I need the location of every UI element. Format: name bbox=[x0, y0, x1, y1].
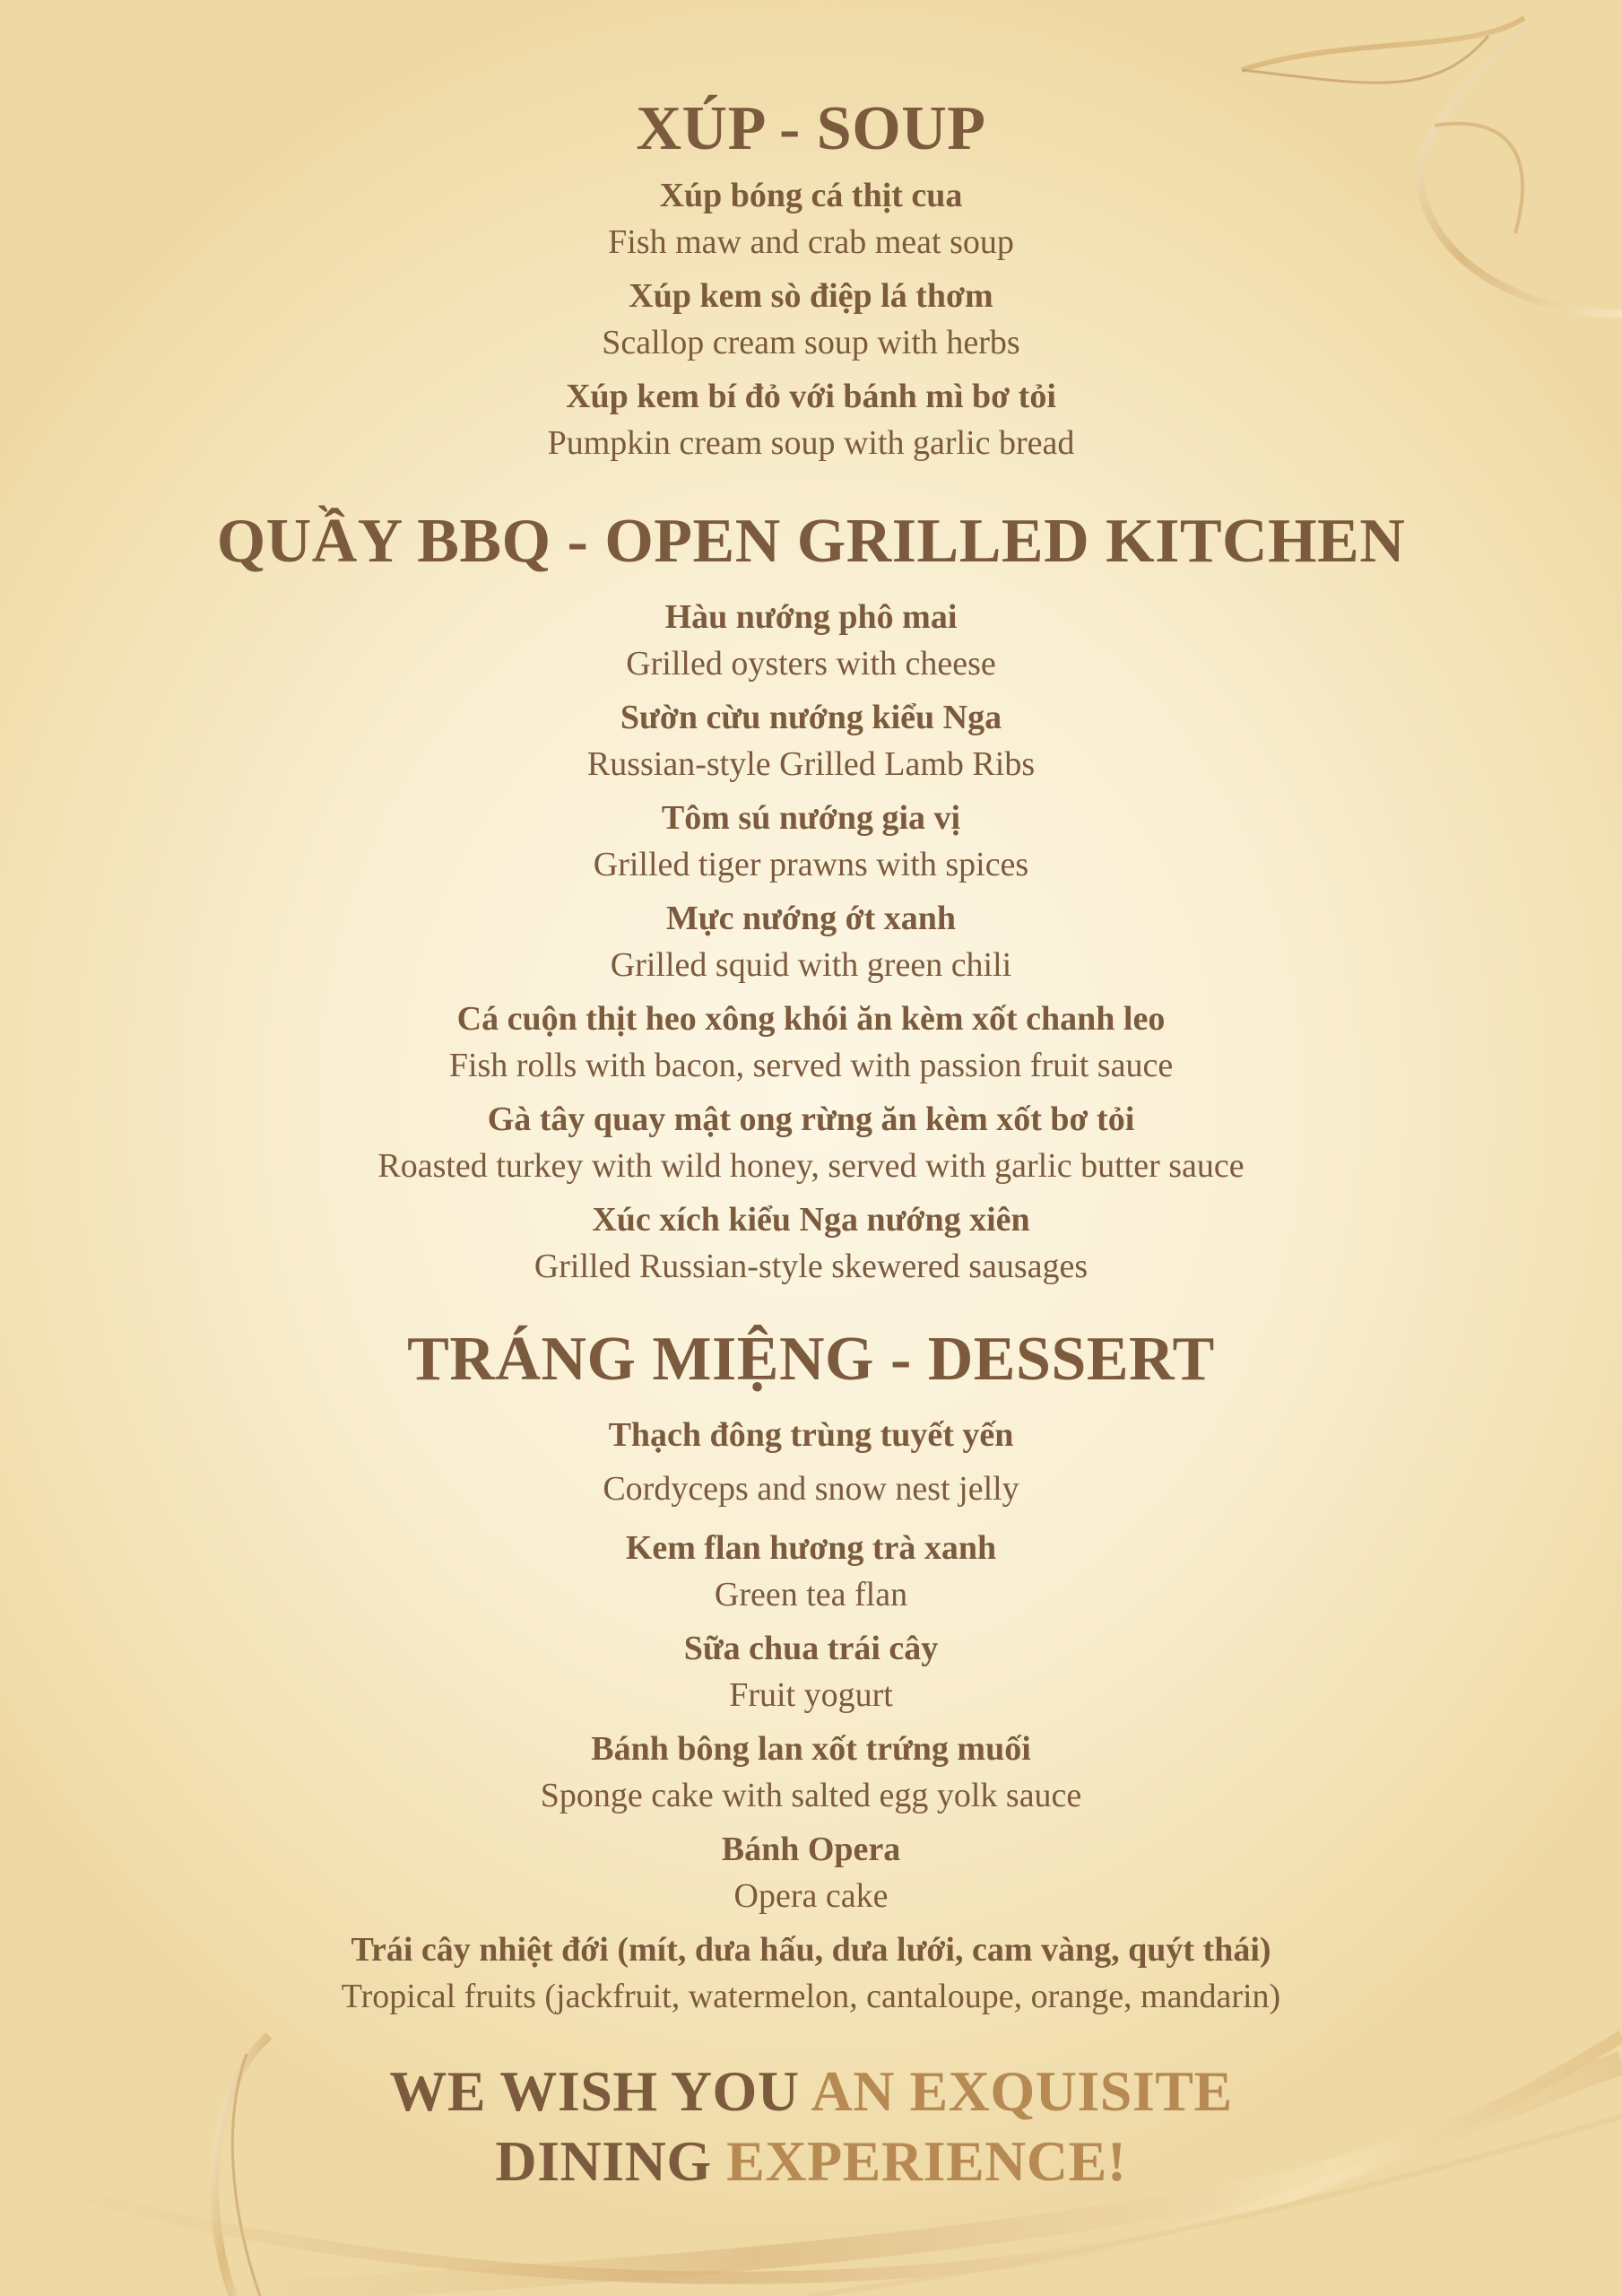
item-name-vn: Cá cuộn thịt heo xông khói ăn kèm xốt chanh leo bbox=[456, 1000, 1166, 1038]
item-name-vn: Sườn cừu nướng kiểu Nga bbox=[620, 699, 1002, 736]
closing-line-2-part-a: DINING bbox=[495, 2129, 727, 2193]
item-name-en: Grilled Russian-style skewered sausages bbox=[533, 1248, 1089, 1285]
item-name-en: Grilled tiger prawns with spices bbox=[593, 846, 1029, 883]
closing-line-2-part-b: EXPERIENCE! bbox=[726, 2129, 1127, 2193]
item-name-en: Russian-style Grilled Lamb Ribs bbox=[586, 745, 1036, 783]
menu-item bbox=[0, 373, 1622, 466]
closing-line-1-part-a: WE WISH YOU bbox=[389, 2059, 811, 2123]
item-name-en: Fish rolls with bacon, served with passion fruit sauce bbox=[448, 1047, 1174, 1084]
item-name-en: Pumpkin cream soup with garlic bread bbox=[547, 424, 1075, 462]
item-name-en: Grilled oysters with cheese bbox=[626, 645, 996, 683]
menu-item bbox=[0, 996, 1622, 1089]
menu-item bbox=[0, 273, 1622, 366]
closing-line-1 bbox=[0, 2057, 1622, 2126]
menu-item bbox=[0, 594, 1622, 687]
item-name-vn: Xúp kem bí đỏ với bánh mì bơ tỏi bbox=[566, 378, 1056, 415]
item-name-en: Scallop cream soup with herbs bbox=[602, 324, 1020, 361]
item-name-vn: Tôm sú nướng gia vị bbox=[661, 799, 961, 837]
menu-item bbox=[0, 694, 1622, 787]
menu-item bbox=[0, 1625, 1622, 1718]
section-bbq bbox=[0, 506, 1622, 1290]
section-soup bbox=[0, 93, 1622, 466]
closing-line-2 bbox=[0, 2126, 1622, 2196]
item-name-vn: Xúc xích kiểu Nga nướng xiên bbox=[592, 1201, 1030, 1239]
closing-line-1-part-b: AN EXQUISITE bbox=[811, 2059, 1233, 2123]
menu-item bbox=[0, 172, 1622, 265]
item-name-en: Sponge cake with salted egg yolk sauce bbox=[540, 1777, 1082, 1814]
section-title-bbq: QUẦY BBQ - OPEN GRILLED KITCHEN bbox=[216, 507, 1406, 576]
item-name-vn: Xúp kem sò điệp lá thơm bbox=[629, 277, 993, 315]
section-title-soup: XÚP - SOUP bbox=[636, 94, 986, 163]
menu-item bbox=[0, 1926, 1622, 2020]
menu-item bbox=[0, 895, 1622, 988]
item-name-en: Grilled squid with green chili bbox=[610, 946, 1012, 984]
item-name-vn: Thạch đông trùng tuyết yến bbox=[608, 1416, 1014, 1454]
item-name-en: Fruit yogurt bbox=[729, 1676, 893, 1714]
item-name-en: Fish maw and crab meat soup bbox=[608, 223, 1014, 261]
menu-item bbox=[0, 795, 1622, 888]
item-name-vn: Bánh Opera bbox=[721, 1831, 901, 1868]
menu-item bbox=[0, 1525, 1622, 1618]
item-name-en: Cordyceps and snow nest jelly bbox=[603, 1470, 1019, 1508]
item-name-en: Green tea flan bbox=[714, 1576, 908, 1613]
item-name-en: Opera cake bbox=[733, 1877, 889, 1915]
item-name-en: Roasted turkey with wild honey, served with garlic butter sauce bbox=[377, 1147, 1245, 1185]
item-name-vn: Gà tây quay mật ong rừng ăn kèm xốt bơ tỏi bbox=[487, 1100, 1135, 1138]
item-name-vn: Sữa chua trái cây bbox=[683, 1630, 939, 1667]
section-title-dessert: TRÁNG MIỆNG - DESSERT bbox=[407, 1325, 1215, 1394]
item-name-vn: Trái cây nhiệt đới (mít, dưa hấu, dưa lưới, cam vàng, quýt thái) bbox=[351, 1931, 1271, 1969]
item-name-vn: Kem flan hương trà xanh bbox=[625, 1529, 997, 1567]
section-dessert bbox=[0, 1324, 1622, 2020]
closing-message bbox=[0, 2057, 1622, 2196]
item-name-vn: Hàu nướng phô mai bbox=[664, 598, 958, 636]
item-name-vn: Xúp bóng cá thịt cua bbox=[659, 177, 963, 214]
menu-item bbox=[0, 1412, 1622, 1512]
item-name-vn: Bánh bông lan xốt trứng muối bbox=[591, 1730, 1031, 1768]
item-name-en: Tropical fruits (jackfruit, watermelon, cantaloupe, orange, mandarin) bbox=[341, 1978, 1281, 2015]
menu-item bbox=[0, 1096, 1622, 1189]
menu-item bbox=[0, 1196, 1622, 1290]
menu-item bbox=[0, 1826, 1622, 1919]
menu-item bbox=[0, 1726, 1622, 1819]
item-name-vn: Mực nướng ớt xanh bbox=[665, 900, 957, 937]
